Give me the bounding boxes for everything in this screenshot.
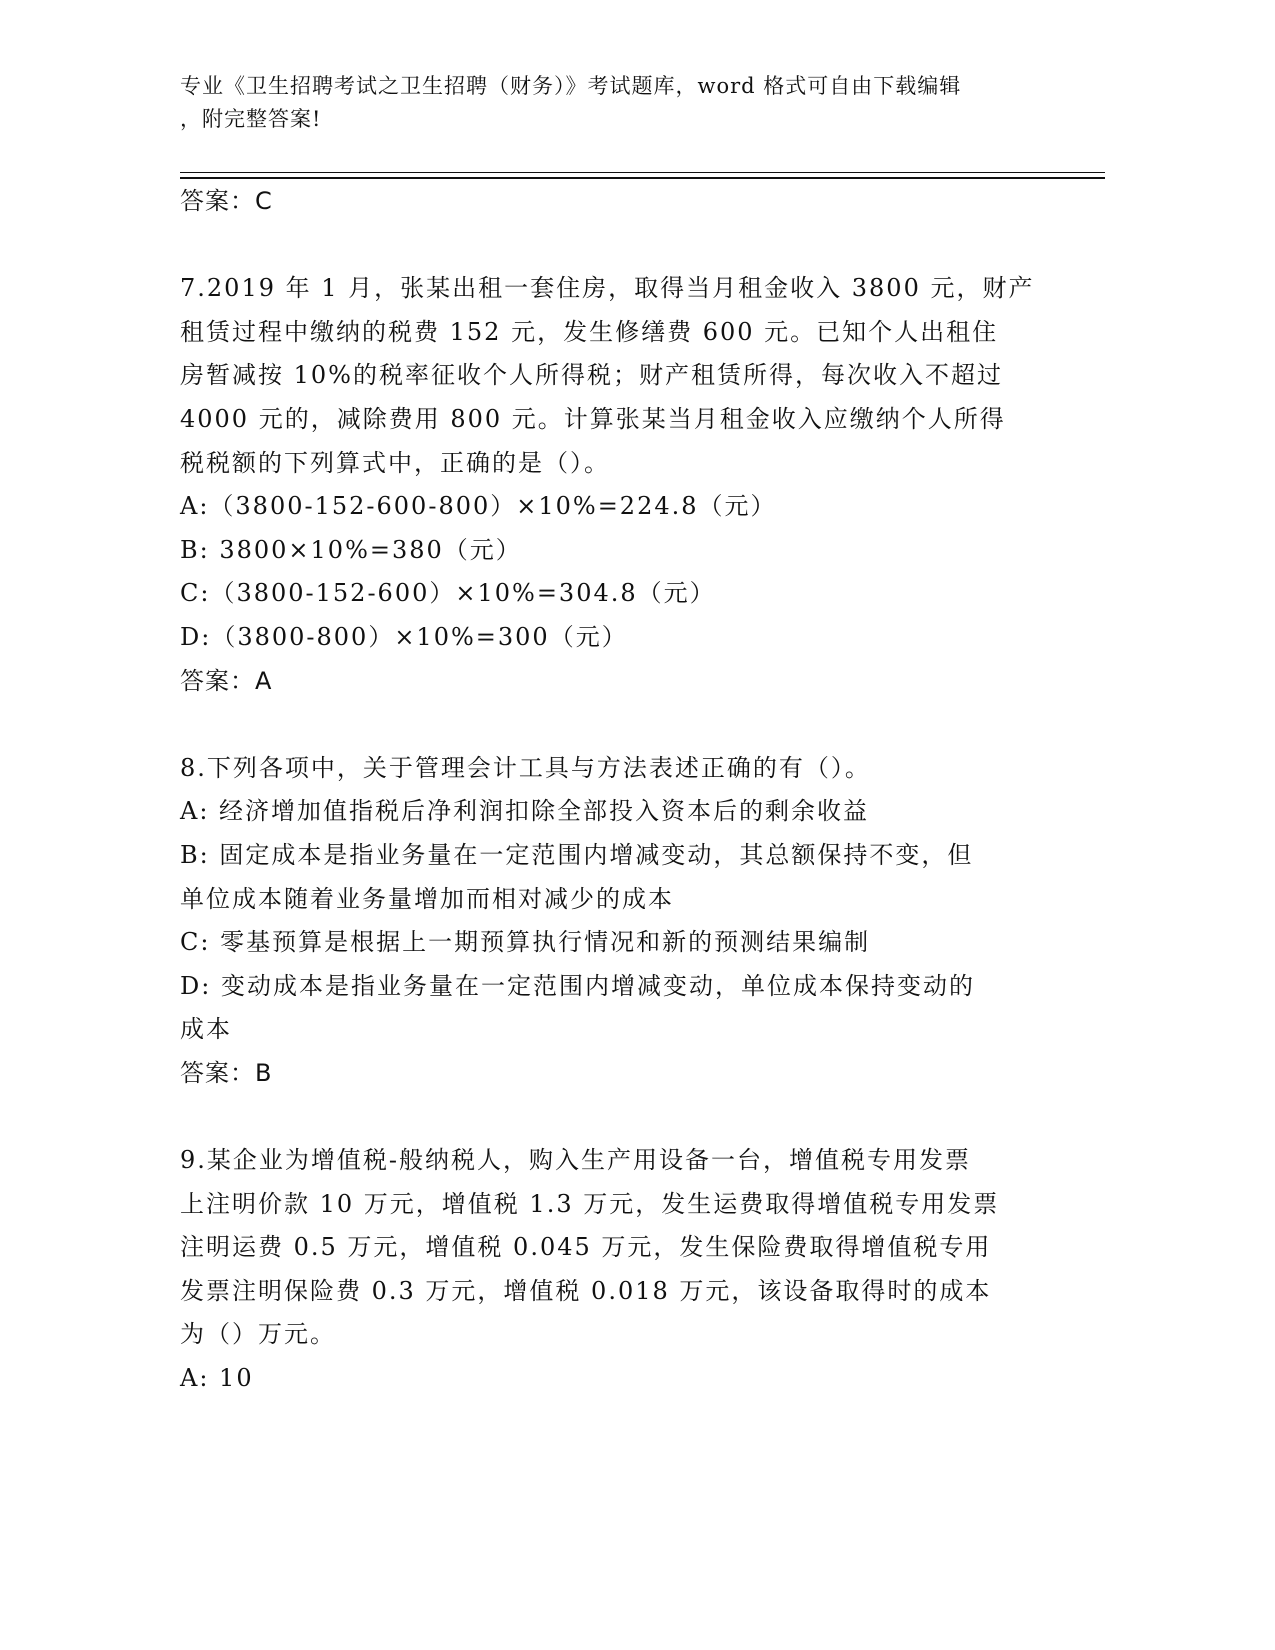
question-8-option-d-cont: 成本 [180,1015,232,1044]
question-9 [180,1139,1040,1401]
question-8-option-c: C: 零基预算是根据上一期预算执行情况和新的预测结果编制 [180,928,871,957]
header-divider-thin [180,172,1105,173]
question-7-option-c: C:（3800-152-600）×10%=304.8（元） [180,579,716,608]
question-7-line: 租赁过程中缴纳的税费 152 元，发生修缮费 600 元。已知个人出租住 [180,317,999,346]
spacer [180,224,1040,268]
question-9-line: 9.某企业为增值税-般纳税人，购入生产用设备一台，增值税专用发票 [180,1146,972,1175]
question-9-line: 上注明价款 10 万元，增值税 1.3 万元，发生运费取得增值税专用发票 [180,1189,1000,1218]
answer-8: 答案：B [180,1058,273,1087]
answer-7: 答案：A [180,666,273,695]
question-9-option-a: A: 10 [180,1364,254,1393]
question-9-line: 为（）万元。 [180,1320,336,1349]
document-header [180,70,1040,136]
question-9-line: 发票注明保险费 0.3 万元，增值税 0.018 万元，该设备取得时的成本 [180,1276,992,1305]
question-7-line: 4000 元的，减除费用 800 元。计算张某当月租金收入应缴纳个人所得 [180,404,1006,433]
spacer [180,703,1040,747]
question-7-line: 税税额的下列算式中，正确的是（）。 [180,448,610,477]
question-9-line: 注明运费 0.5 万元，增值税 0.045 万元，发生保险费取得增值税专用 [180,1233,992,1262]
question-7-option-a: A:（3800-152-600-800）×10%=224.8（元） [180,492,777,521]
question-8 [180,747,1040,1096]
question-7-line: 房暂减按 10%的税率征收个人所得税；财产租赁所得，每次收入不超过 [180,361,1003,390]
question-8-option-b: B: 固定成本是指业务量在一定范围内增减变动，其总额保持不变，但 [180,840,974,869]
question-8-option-a: A: 经济增加值指税后净利润扣除全部投入资本后的剩余收益 [180,797,870,826]
question-7-line: 7.2019 年 1 月，张某出租一套住房，取得当月租金收入 3800 元，财产 [180,274,1035,303]
question-8-line: 8.下列各项中，关于管理会计工具与方法表述正确的有（）。 [180,753,871,782]
spacer [180,1095,1040,1139]
header-line-1: 专业《卫生招聘考试之卫生招聘（财务）》考试题库，word 格式可自由下载编辑 [180,74,962,98]
document-body [180,180,1040,1401]
question-8-option-b-cont: 单位成本随着业务量增加而相对减少的成本 [180,884,674,913]
question-7-option-b: B: 3800×10%=380（元） [180,535,522,564]
question-7 [180,267,1040,703]
header-line-2: ，附完整答案! [180,107,322,131]
question-7-option-d: D:（3800-800）×10%=300（元） [180,622,628,651]
answer-6: 答案：C [180,187,273,215]
question-8-option-d: D: 变动成本是指业务量在一定范围内增减变动，单位成本保持变动的 [180,971,975,1000]
header-divider-thick [180,177,1105,179]
